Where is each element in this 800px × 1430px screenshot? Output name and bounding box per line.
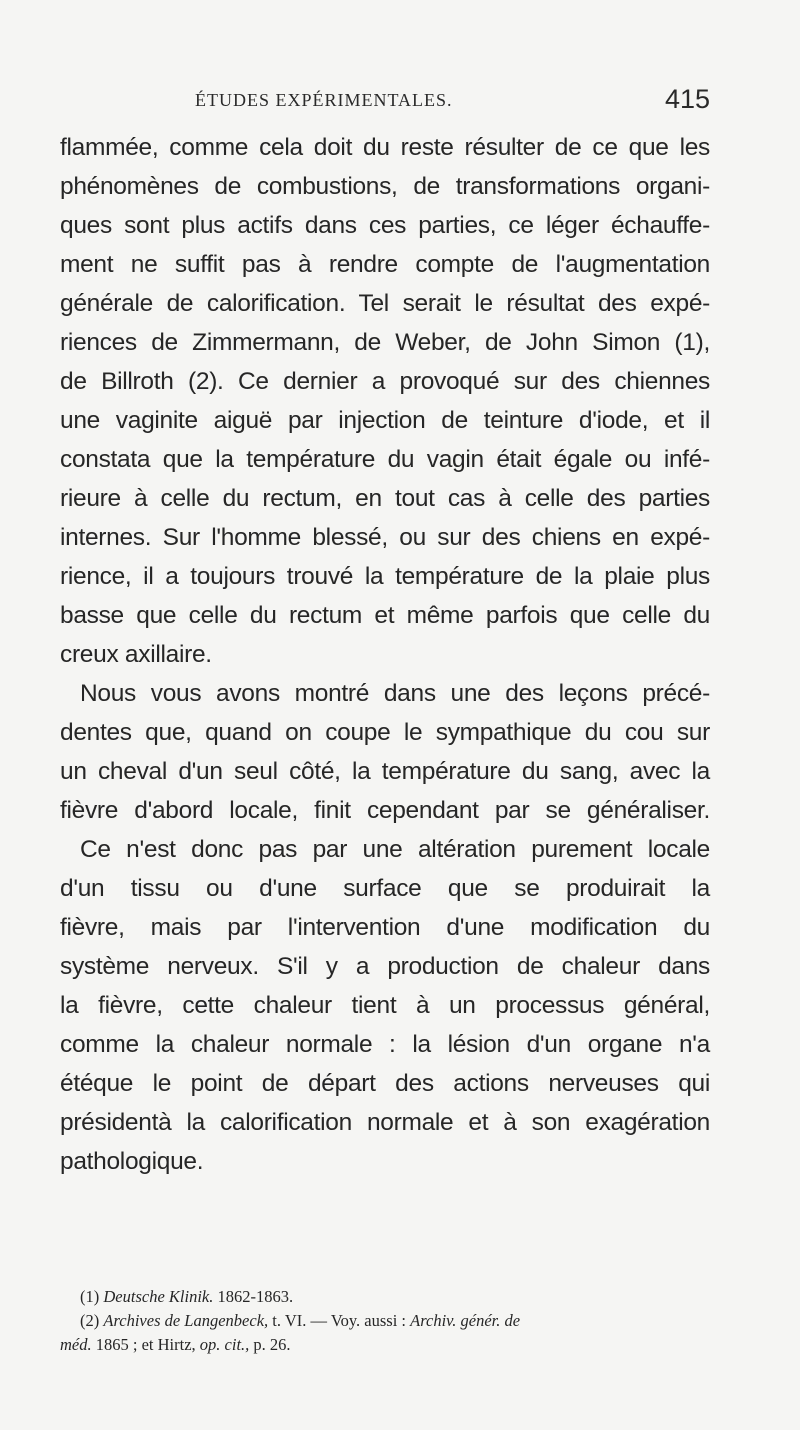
footnote-2 [60,1309,710,1333]
text-line: creux axillaire. [60,641,212,668]
text-line: fièvre d'abord locale, finit cependant par se généraliser. [60,797,710,824]
footnote-source: Archiv. génér. de [410,1311,521,1330]
footnote-1 [60,1285,710,1309]
text-line: fièvre, mais par l'intervention d'une modification du [60,914,710,941]
footnote-marker: (2) [80,1311,100,1330]
text-line: étéque le point de départ des actions nerveuses qui [60,1070,710,1097]
text-line: rience, il a toujours trouvé la température de la plaie plus [60,563,710,590]
text-line: pathologique. [60,1148,204,1175]
text-line: flammée, comme cela doit du reste résulter de ce que les [60,134,710,161]
body-text [60,128,710,1181]
text-line: rieure à celle du rectum, en tout cas à celle des parties [60,485,710,512]
footnote-source: méd. [60,1335,92,1354]
footnote-source: Archives de Langenbeck, [103,1311,269,1330]
text-line: un cheval d'un seul côté, la température du sang, avec la [60,758,710,785]
text-line: de Billroth (2). Ce dernier a provoqué sur des chiennes [60,368,710,395]
footnote-text: 1862-1863. [217,1287,294,1306]
footnote-2-continued [60,1333,710,1357]
page-header [195,84,710,118]
footnotes [60,1285,710,1357]
text-line: la fièvre, cette chaleur tient à un processus général, [60,992,710,1019]
text-line: dentes que, quand on coupe le sympathique du cou sur [60,719,710,746]
footnote-text: p. 26. [253,1335,291,1354]
text-line: Nous vous avons montré dans une des leçons précé- [80,680,710,707]
footnote-text: 1865 ; et Hirtz, [95,1335,196,1354]
text-line: ment ne suffit pas à rendre compte de l'augmentation [60,251,710,278]
text-line: Ce n'est donc pas par une altération purement locale [80,836,710,863]
page-number: 415 [664,84,710,114]
text-line: phénomènes de combustions, de transformations organi- [60,173,710,200]
text-line: générale de calorification. Tel serait le résultat des expé- [60,290,710,317]
text-line: d'un tissu ou d'une surface que se produirait la [60,875,710,902]
footnote-marker: (1) [80,1287,100,1306]
text-line: internes. Sur l'homme blessé, ou sur des chiens en expé- [60,524,710,551]
text-line: basse que celle du rectum et même parfois que celle du [60,602,710,629]
running-head: ÉTUDES EXPÉRIMENTALES. [195,90,453,110]
text-line: présidentà la calorification normale et à son exagération [60,1109,710,1136]
text-line: constata que la température du vagin était égale ou infé- [60,446,710,473]
text-line: une vaginite aiguë par injection de teinture d'iode, et il [60,407,710,434]
text-line: ques sont plus actifs dans ces parties, ce léger échauffe- [60,212,710,239]
footnote-text: t. VI. — Voy. aussi : [272,1311,406,1330]
footnote-source: op. cit., [199,1335,250,1354]
footnote-source: Deutsche Klinik. [103,1287,214,1306]
text-line: système nerveux. S'il y a production de chaleur dans [60,953,710,980]
text-line: comme la chaleur normale : la lésion d'un organe n'a [60,1031,710,1058]
text-line: riences de Zimmermann, de Weber, de John Simon (1), [60,329,710,356]
